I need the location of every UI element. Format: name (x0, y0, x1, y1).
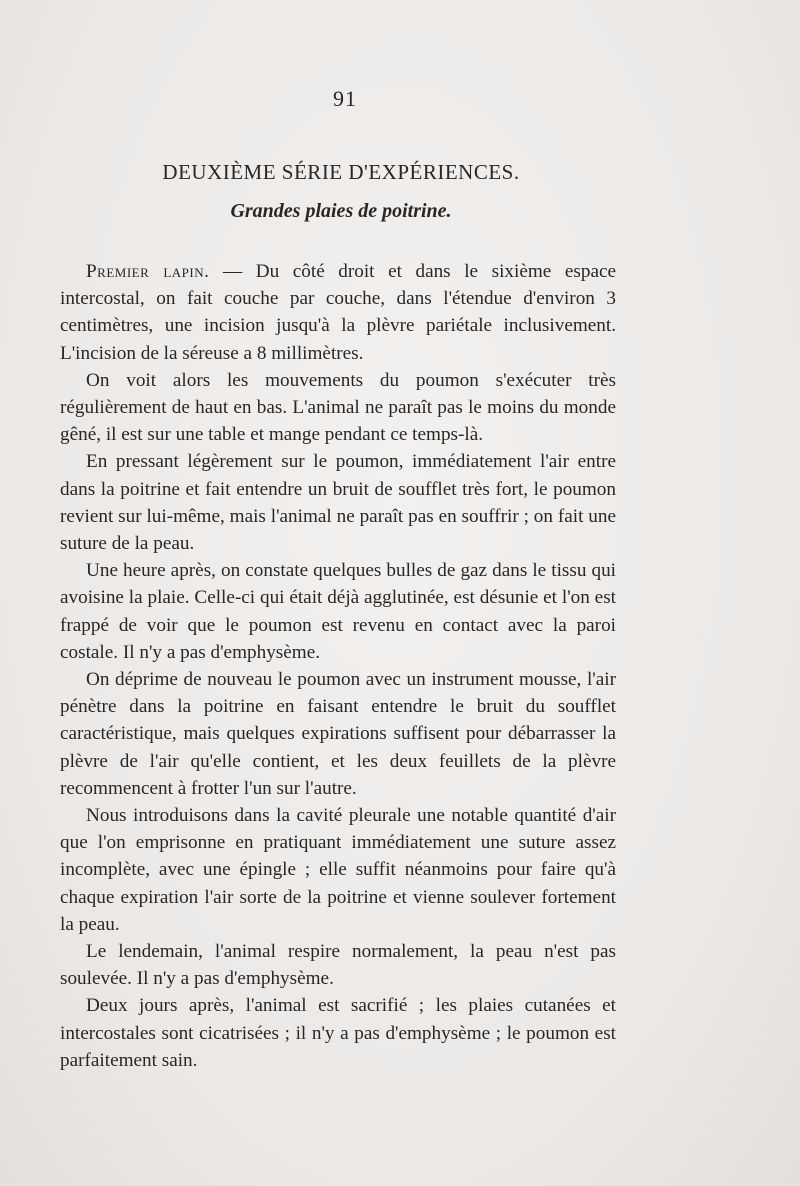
paragraph-text: — Du côté droit et dans le sixième espace intercostal, on fait couche par couche, dans l'étendue d'environ 3 centimètres, une incision jusqu'à la plèvre pariétale inclusivement. L'incision de la séreuse a 8 millimètres. (60, 261, 616, 364)
paragraph: Une heure après, on constate quelques bulles de gaz dans le tissu qui avoisine la plaie. Celle-ci qui était déjà agglutinée, est désunie et l'on est frappé de voir que le poumon est revenu en contact avec la paroi costale. Il n'y a pas d'emphysème. (60, 560, 616, 663)
paragraph (60, 258, 616, 367)
paragraph: Nous introduisons dans la cavité pleurale une notable quantité d'air que l'on emprisonne en pratiquant immédiatement une suture assez incomplète, avec une épingle ; elle suffit néanmoins pour faire qu'à chaque expiration l'air sorte de la poitrine et vienne soulever fortement la peau. (60, 805, 616, 935)
body-text (60, 258, 616, 1074)
paragraph: On déprime de nouveau le poumon avec un instrument mousse, l'air pénètre dans la poitrine en faisant entendre le bruit du soufflet caractéristique, mais quelques expirations suffisent pour débarrasser la plèvre de l'air qu'elle contient, et les deux feuillets de la plèvre recommencent à frotter l'un sur l'autre. (60, 669, 616, 799)
paragraph-lead: Premier lapin. (86, 261, 210, 282)
paragraph: En pressant légèrement sur le poumon, immédiatement l'air entre dans la poitrine et fait entendre un bruit de soufflet très fort, le poumon revient sur lui-même, mais l'animal ne paraît pas en souffrir ; on fait une suture de la peau. (60, 451, 616, 555)
paragraph: Le lendemain, l'animal respire normalement, la peau n'est pas soulevée. Il n'y a pas d'emphysème. (60, 941, 616, 990)
paragraph: On voit alors les mouvements du poumon s'exécuter très régulièrement de haut en bas. L'animal ne paraît pas le moins du monde gêné, il est sur une table et mange pendant ce temps-là. (60, 369, 616, 446)
section-subtitle: Grandes plaies de poitrine. (230, 200, 452, 222)
page-number: 91 (333, 86, 357, 111)
paragraph: Deux jours après, l'animal est sacrifié ; les plaies cutanées et intercostales sont cicatrisées ; il n'y a pas d'emphysème ; le poumon est parfaitement sain. (60, 995, 616, 1071)
series-title: DEUXIÈME SÉRIE D'EXPÉRIENCES. (162, 160, 520, 184)
